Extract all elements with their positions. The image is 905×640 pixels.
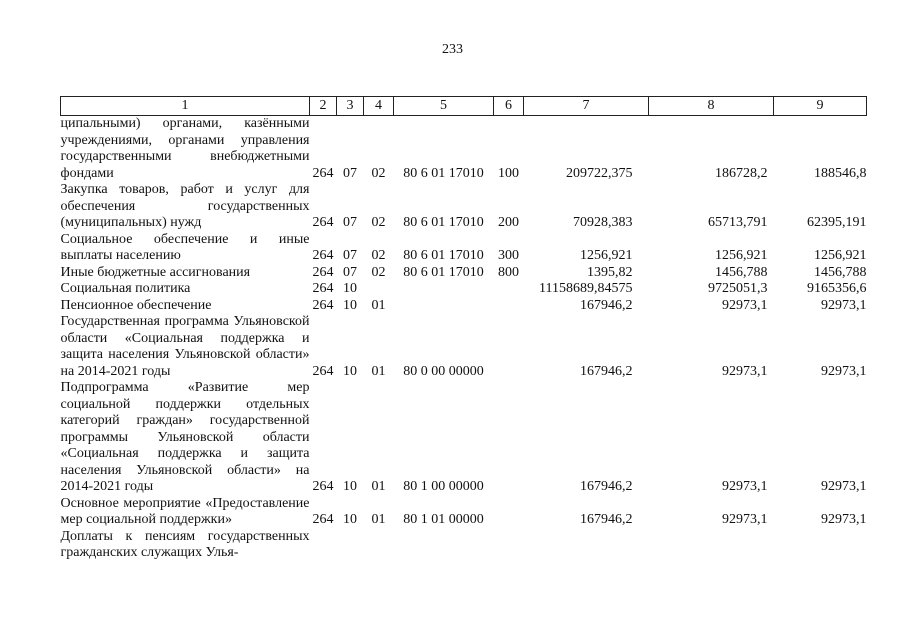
ministry-code: 264 — [312, 215, 334, 230]
table-row — [61, 529, 867, 562]
amount-col-9: 92973,1 — [821, 512, 867, 527]
subsection-code: 02 — [371, 248, 386, 263]
section-code — [337, 529, 364, 562]
expense-type-code — [494, 529, 524, 562]
amount-col-8 — [649, 529, 774, 562]
section-code: 07 — [343, 165, 357, 181]
page-number: 233 — [442, 42, 463, 57]
row-name: Социальное обеспечение и иные выплаты населению — [60, 231, 310, 263]
amount-col-7: 167946,2 — [580, 479, 633, 494]
amount-col-7: 11158689,84575 — [539, 281, 633, 296]
section-code: 10 — [343, 281, 357, 296]
target-article-code: 80 0 00 00000 — [403, 363, 484, 379]
amount-col-7 — [524, 529, 649, 562]
ministry-code: 264 — [312, 479, 334, 494]
table-header — [61, 97, 867, 116]
section-code: 10 — [343, 363, 357, 379]
row-name: Социальная политика — [60, 281, 191, 296]
header-col-5: 5 — [394, 97, 494, 116]
subsection-code: 02 — [371, 264, 386, 280]
ministry-code: 264 — [312, 281, 334, 296]
expense-type-code: 200 — [498, 215, 519, 230]
table-row — [61, 182, 867, 232]
header-col-9: 9 — [774, 97, 867, 116]
amount-col-8: 92973,1 — [722, 363, 768, 379]
target-article-code — [394, 281, 494, 298]
subsection-code — [364, 281, 394, 298]
target-article-code — [394, 529, 494, 562]
subsection-code: 02 — [371, 215, 386, 230]
amount-col-8: 92973,1 — [722, 297, 768, 313]
expense-type-code: 800 — [498, 264, 519, 280]
amount-col-7: 167946,2 — [580, 363, 633, 379]
expense-type-code — [494, 314, 524, 380]
table-row — [61, 298, 867, 315]
section-code: 07 — [343, 264, 357, 280]
amount-col-9: 9165356,6 — [807, 281, 867, 296]
amount-col-9: 62395,191 — [807, 215, 867, 230]
subsection-code: 01 — [371, 363, 386, 379]
table-row — [61, 232, 867, 265]
ministry-code: 264 — [312, 165, 334, 181]
row-name: ципальными) органами, казёнными учреждениями, органами управления государственными внебюджетными фондами — [60, 116, 310, 181]
amount-col-8: 1456,788 — [715, 264, 768, 280]
target-article-code: 80 6 01 17010 — [403, 165, 484, 181]
ministry-code: 264 — [312, 248, 334, 263]
amount-col-9: 188546,8 — [814, 165, 867, 181]
ministry-code — [310, 529, 337, 562]
header-col-3: 3 — [337, 97, 364, 116]
table-row — [61, 281, 867, 298]
amount-col-7: 167946,2 — [580, 297, 633, 313]
header-col-6: 6 — [494, 97, 524, 116]
header-col-4: 4 — [364, 97, 394, 116]
table-row — [61, 265, 867, 282]
table-body — [61, 116, 867, 562]
table-row — [61, 116, 867, 183]
header-col-7: 7 — [524, 97, 649, 116]
amount-col-9 — [774, 529, 867, 562]
header-col-8: 8 — [649, 97, 774, 116]
row-name: Иные бюджетные ассигнования — [60, 264, 251, 280]
amount-col-7: 1395,82 — [587, 264, 633, 280]
budget-table — [60, 96, 867, 562]
target-article-code: 80 6 01 17010 — [403, 215, 484, 230]
amount-col-7: 70928,383 — [573, 215, 633, 230]
amount-col-8: 1256,921 — [715, 248, 768, 263]
section-code: 10 — [343, 479, 357, 494]
subsection-code — [364, 529, 394, 562]
ministry-code: 264 — [312, 264, 334, 280]
amount-col-9: 92973,1 — [821, 297, 867, 313]
row-name: Пенсионное обеспечение — [60, 297, 212, 313]
amount-col-7: 167946,2 — [580, 512, 633, 527]
table-row — [61, 380, 867, 496]
header-col-1: 1 — [61, 97, 310, 116]
expense-type-code: 300 — [498, 248, 519, 263]
section-code: 10 — [343, 512, 357, 527]
amount-col-8: 92973,1 — [722, 479, 768, 494]
target-article-code: 80 6 01 17010 — [403, 264, 484, 280]
header-row — [61, 97, 867, 116]
amount-col-9: 1456,788 — [814, 264, 867, 280]
expense-type-code — [494, 496, 524, 529]
target-article-code: 80 1 01 00000 — [403, 512, 484, 527]
row-name: Основное мероприятие «Предоставление мер социальной поддержки» — [60, 495, 310, 527]
row-name: Государственная программа Ульяновской области «Социальная поддержка и защита населения Ульяновской области» на 2014-2021 годы — [60, 314, 310, 379]
subsection-code: 01 — [371, 479, 386, 494]
amount-col-8: 186728,2 — [715, 165, 768, 181]
ministry-code: 264 — [312, 512, 334, 527]
row-name: Закупка товаров, работ и услуг для обеспечения государственных (муниципальных) нужд — [60, 182, 310, 230]
amount-col-8: 92973,1 — [722, 512, 768, 527]
section-code: 07 — [343, 248, 357, 263]
row-name: Доплаты к пенсиям государственных гражданских служащих Улья- — [60, 528, 310, 560]
amount-col-9: 92973,1 — [821, 479, 867, 494]
subsection-code: 02 — [371, 165, 386, 181]
expense-type-code — [494, 281, 524, 298]
target-article-code: 80 6 01 17010 — [403, 248, 484, 263]
amount-col-8: 9725051,3 — [708, 281, 768, 296]
ministry-code: 264 — [312, 363, 334, 379]
amount-col-9: 92973,1 — [821, 363, 867, 379]
amount-col-9: 1256,921 — [814, 248, 867, 263]
table-row — [61, 314, 867, 380]
target-article-code: 80 1 00 00000 — [403, 479, 484, 494]
amount-col-7: 1256,921 — [580, 248, 633, 263]
section-code: 10 — [343, 297, 357, 313]
amount-col-8: 65713,791 — [708, 215, 768, 230]
row-name: Подпрограмма «Развитие мер социальной поддержки отдельных категорий граждан» государственной программы Ульяновской области «Социальная поддержка и защита населения Ульяновской области» на 2014-2021 годы — [60, 380, 310, 494]
subsection-code: 01 — [371, 297, 386, 313]
table-row — [61, 496, 867, 529]
section-code: 07 — [343, 215, 357, 230]
expense-type-code — [494, 380, 524, 496]
expense-type-code: 100 — [498, 165, 519, 181]
expense-type-code — [494, 298, 524, 315]
ministry-code: 264 — [312, 297, 334, 313]
subsection-code: 01 — [371, 512, 386, 527]
target-article-code — [394, 298, 494, 315]
header-col-2: 2 — [310, 97, 337, 116]
amount-col-7: 209722,375 — [566, 165, 633, 181]
